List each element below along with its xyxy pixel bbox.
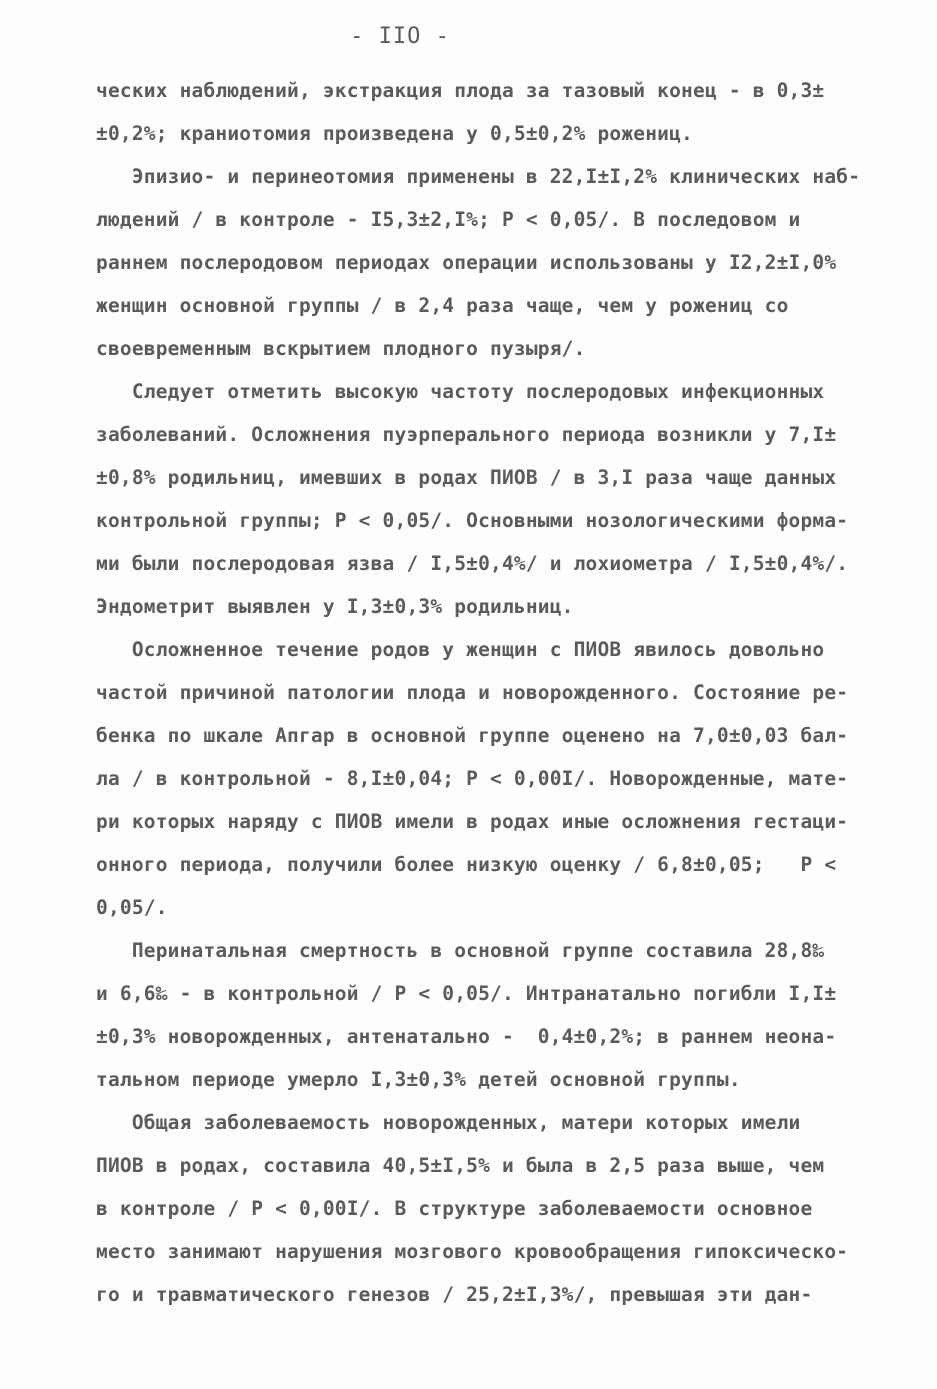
- text-line: ±0,2%; краниотомия произведена у 0,5±0,2% рожениц.: [96, 122, 693, 145]
- text-line: 0,05/.: [96, 896, 168, 919]
- text-line: раннем послеродовом периодах операции использованы у I2,2±I,0%: [96, 251, 837, 274]
- text-line: ±0,3% новорожденных, антенатально - 0,4±0,2%; в раннем неона-: [96, 1025, 837, 1048]
- text-line: Общая заболеваемость новорожденных, матери которых имели: [96, 1111, 801, 1134]
- text-line: своевременным вскрытием плодного пузыря/.: [96, 337, 586, 360]
- text-line: ПИОВ в родах, составила 40,5±I,5% и была в 2,5 раза выше, чем: [96, 1154, 825, 1177]
- text-line: Следует отметить высокую частоту послеродовых инфекционных: [96, 380, 825, 403]
- text-line: ческих наблюдений, экстракция плода за тазовый конец - в 0,3±: [96, 79, 825, 102]
- text-line: Эпизио- и перинеотомия применены в 22,I±I,2% клинических наб-: [96, 165, 861, 188]
- text-line: го и травматического генезов / 25,2±I,3%/, превышая эти дан-: [96, 1283, 813, 1306]
- text-line: бенка по шкале Апгар в основной группе оценено на 7,0±0,03 бал-: [96, 724, 849, 747]
- text-line: в контроле / P < 0,00I/. В структуре заболеваемости основное: [96, 1197, 813, 1220]
- page-number: - IIO -: [350, 24, 450, 49]
- text-line: ±0,8% родильниц, имевших в родах ПИОВ / в 3,I раза чаще данных: [96, 466, 837, 489]
- text-line: Перинатальная смертность в основной группе составила 28,8‰: [96, 939, 825, 962]
- text-line: ри которых наряду с ПИОВ имели в родах иные осложнения гестаци-: [96, 810, 849, 833]
- text-line: и 6,6‰ - в контрольной / P < 0,05/. Интранатально погибли I,I±: [96, 982, 837, 1005]
- text-line: ми были послеродовая язва / I,5±0,4%/ и лохиометра / I,5±0,4%/.: [96, 552, 849, 575]
- text-line: контрольной группы; P < 0,05/. Основными нозологическими форма-: [96, 509, 849, 532]
- text-line: место занимают нарушения мозгового кровообращения гипоксическо-: [96, 1240, 849, 1263]
- text-line: Эндометрит выявлен у I,3±0,3% родильниц.: [96, 595, 574, 618]
- text-line: онного периода, получили более низкую оценку / 6,8±0,05; P <: [96, 853, 837, 876]
- text-line: заболеваний. Осложнения пуэрперального периода возникли у 7,I±: [96, 423, 837, 446]
- text-line: ла / в контрольной - 8,I±0,04; P < 0,00I/. Новорожденные, мате-: [96, 767, 849, 790]
- text-line: женщин основной группы / в 2,4 раза чаще, чем у рожениц со: [96, 294, 789, 317]
- text-line: Осложненное течение родов у женщин с ПИОВ явилось довольно: [96, 638, 825, 661]
- text-line: тальном периоде умерло I,3±0,3% детей основной группы.: [96, 1068, 741, 1091]
- text-line: людений / в контроле - I5,3±2,I%; P < 0,05/. В последовом и: [96, 208, 801, 231]
- text-line: частой причиной патологии плода и новорожденного. Состояние ре-: [96, 681, 849, 704]
